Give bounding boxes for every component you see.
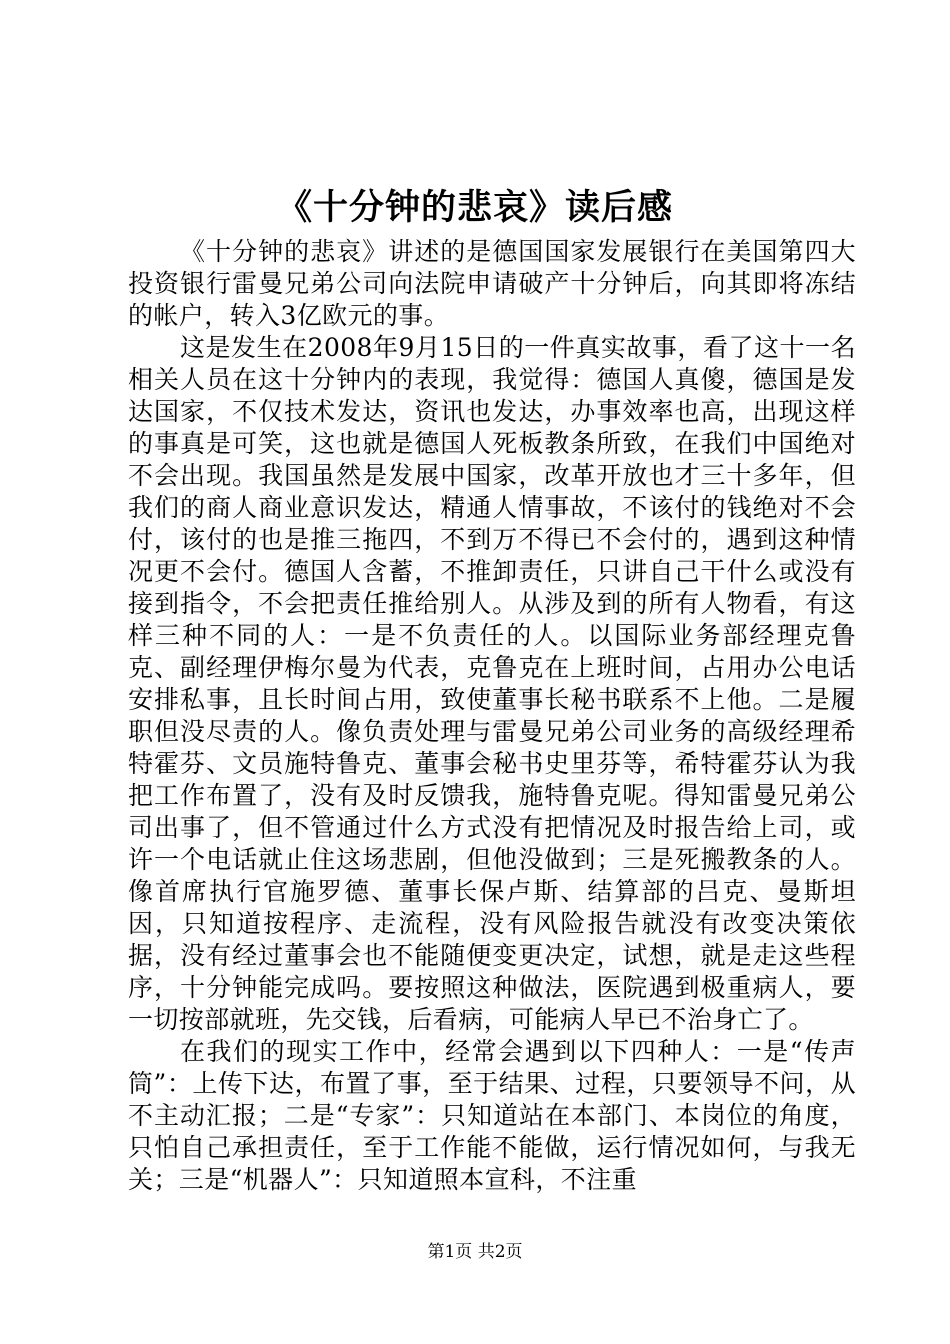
document-title: 《十分钟的悲哀》读后感	[276, 187, 673, 228]
paragraph-intro: 《十分钟的悲哀》讲述的是德国国家发展银行在美国第四大投资银行雷曼兄弟公司向法院申请破产十分钟后，向其即将冻结的帐户，转入3亿欧元的事。	[128, 237, 856, 330]
page-footer: 第1页 共2页	[427, 1242, 523, 1262]
paragraph-story: 这是发生在2008年9月15日的一件真实故事，看了这十一名相关人员在这十分钟内的表现，我觉得：德国人真傻，德国是发达国家，不仅技术发达，资讯也发达，办事效率也高，出现这样的事真是可笑，这也就是德国人死板教条所致，在我们中国绝对不会出现。我国虽然是发展中国家，改革开放也才三十多年，但我们的商人商业意识发达，精通人情事故，不该付的钱绝对不会付，该付的也是推三拖四，不到万不得已不会付的，遇到这种情况更不会付。德国人含蓄，不推卸责任，只讲自己干什么或没有接到指令，不会把责任推给别人。从涉及到的所有人物看，有这样三种不同的人：一是不负责任的人。以国际业务部经理克鲁克、副经理伊梅尔曼为代表，克鲁克在上班时间，占用办公电话安排私事，且长时间占用，致使董事长秘书联系不上他。二是履职但没尽责的人。像负责处理与雷曼兄弟公司业务的高级经理希特霍芬、文员施特鲁克、董事会秘书史里芬等，希特霍芬认为我把工作布置了，没有及时反馈我，施特鲁克呢。得知雷曼兄弟公司出事了，但不管通过什么方式没有把情况及时报告给上司，或许一个电话就止住这场悲剧，但他没做到；三是死搬教条的人。像首席执行官施罗德、董事长保卢斯、结算部的吕克、曼斯坦因，只知道按程序、走流程，没有风险报告就没有改变决策依据，没有经过董事会也不能随便变更决定，试想，就是走这些程序，十分钟能完成吗。要按照这种做法，医院遇到极重病人，要一切按部就班，先交钱，后看病，可能病人早已不治身亡了。	[128, 333, 856, 1034]
document-body	[128, 236, 856, 1196]
paragraph-reflection: 在我们的现实工作中，经常会遇到以下四种人：一是“传声筒”：上传下达，布置了事，至于结果、过程，只要领导不问，从不主动汇报；二是“专家”：只知道站在本部门、本岗位的角度，只怕自己承担责任，至于工作能不能做，运行情况如何，与我无关；三是“机器人”：只知道照本宣科，不注重	[128, 1037, 856, 1194]
